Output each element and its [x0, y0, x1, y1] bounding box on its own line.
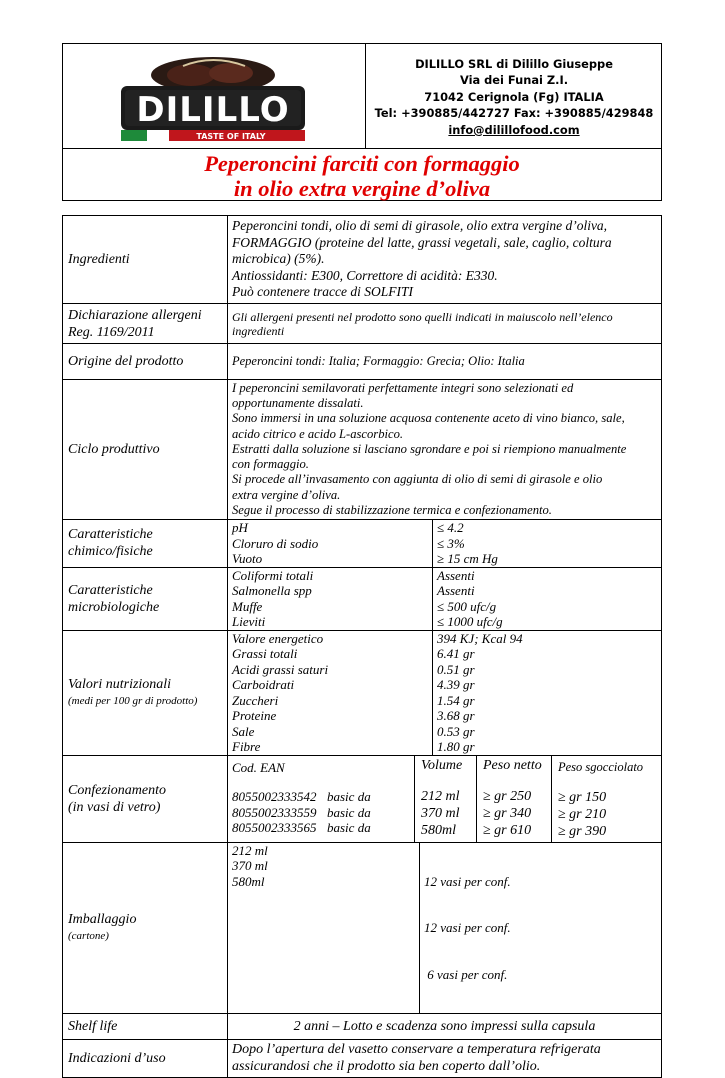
value-allergeni: Gli allergeni presenti nel prodotto sono quelli indicati in maiuscolo nell’elenco ingredienti — [228, 304, 662, 344]
company-name: DILILLO SRL di Dilillo Giuseppe — [415, 57, 613, 71]
basic-label: basic da — [327, 789, 371, 804]
spec-table — [62, 215, 662, 1078]
nutrient-value: 6.41 gr — [437, 646, 475, 661]
volume-value: 580ml — [421, 822, 456, 838]
micro-label-line: microbiologiche — [68, 599, 160, 615]
net-weight-value: ≥ gr 610 — [483, 822, 532, 838]
imballaggio-values — [420, 843, 661, 1014]
ciclo-line: Estratti dalla soluzione si lasciano sgrondare e poi si riempiono manualmente — [232, 441, 627, 456]
value-nutrizionali — [228, 630, 662, 755]
chimico-label-line: chimico/fisiche — [68, 544, 153, 560]
micro-keys — [228, 568, 433, 630]
ingredienti-line: microbica) (5%). — [232, 251, 325, 267]
nutrient-key: Valore energetico — [232, 630, 324, 646]
label-imballaggio — [63, 842, 228, 1014]
chimico-keys — [228, 520, 433, 567]
drained-weight-value: ≥ gr 390 — [558, 823, 607, 839]
net-weight-value: ≥ gr 340 — [483, 805, 532, 821]
ciclo-line: con formaggio. — [232, 457, 309, 472]
allergeni-label-line: Dichiarazione allergeni — [68, 307, 202, 323]
uso-line: assicurandosi che il prodotto sia ben coperto dall’olio. — [232, 1058, 541, 1074]
imballaggio-key: 580ml — [232, 873, 265, 889]
chimico-key: pH — [232, 520, 248, 535]
micro-label-line: Caratteristiche — [68, 582, 153, 598]
volume-value: 212 ml — [421, 788, 460, 804]
ean-code: 8055002333559 — [232, 804, 317, 820]
volume-value: 370 ml — [421, 805, 460, 821]
micro-value: ≤ 500 ufc/g — [437, 598, 497, 614]
nutrizionali-values — [433, 631, 661, 755]
imballaggio-keys — [228, 843, 420, 1014]
net-weight-value: ≥ gr 250 — [483, 788, 532, 804]
nutrizionali-keys — [228, 631, 433, 755]
nutrient-key: Grassi totali — [232, 646, 298, 661]
chimico-value: ≤ 3% — [437, 535, 465, 551]
ingredienti-line: Può contenere tracce di SOLFITI — [232, 284, 413, 300]
imballaggio-key: 370 ml — [232, 858, 268, 873]
ean-code: 8055002333542 — [232, 789, 317, 804]
packaging-drained-col — [552, 756, 661, 842]
nutrizionali-label-note: (medi per 100 gr di prodotto) — [68, 694, 198, 707]
allergeni-label-line: Reg. 1169/2011 — [68, 324, 155, 340]
ean-code: 8055002333565 — [232, 820, 317, 835]
value-chimico — [228, 520, 662, 568]
imballaggio-grid — [228, 843, 661, 1014]
confezionamento-label-line: Confezionamento — [68, 782, 166, 798]
nutrient-key: Fibre — [232, 739, 261, 754]
imballaggio-value: 6 vasi per conf. — [424, 966, 508, 982]
basic-label: basic da — [327, 804, 371, 820]
drained-weight-value: ≥ gr 210 — [558, 806, 607, 822]
row-ciclo — [63, 380, 662, 520]
ingredienti-line: Peperoncini tondi, olio di semi di girasole, olio extra vergine d’oliva, — [232, 218, 608, 234]
micro-value: Assenti — [437, 567, 475, 583]
packaging-net-col — [477, 756, 552, 842]
label-nutrizionali — [63, 630, 228, 755]
nutrient-value: 0.51 gr — [437, 661, 475, 677]
value-origine: Peperoncini tondi: Italia; Formaggio: Grecia; Olio: Italia — [228, 344, 662, 380]
row-chimico — [63, 520, 662, 568]
value-shelf: 2 anni – Lotto e scadenza sono impressi sulla capsula — [228, 1014, 662, 1040]
nutrient-value: 1.80 gr — [437, 739, 475, 754]
chimico-label-line: Caratteristiche — [68, 527, 153, 543]
value-uso — [228, 1040, 662, 1078]
micro-key: Lieviti — [232, 614, 266, 629]
label-confezionamento — [63, 755, 228, 842]
company-phone: Tel: +390885/442727 Fax: +390885/429848 — [374, 106, 654, 121]
drained-weight-value: ≥ gr 150 — [558, 789, 607, 805]
label-origine: Origine del prodotto — [63, 344, 228, 380]
row-nutrizionali — [63, 630, 662, 755]
nutrizionali-label-line: Valori nutrizionali — [68, 676, 172, 692]
micro-value: ≤ 1000 ufc/g — [437, 614, 503, 629]
nutrient-value: 3.68 gr — [437, 708, 475, 723]
value-imballaggio — [228, 842, 662, 1014]
ciclo-line: acido citrico e acido L-ascorbico. — [232, 426, 404, 441]
micro-key: Muffe — [232, 598, 263, 614]
ciclo-line: extra vergine d’oliva. — [232, 487, 341, 502]
imballaggio-value: 12 vasi per conf. — [424, 873, 511, 889]
label-ingredienti: Ingredienti — [63, 216, 228, 304]
product-title — [63, 148, 661, 202]
ean-header: Cod. EAN — [232, 759, 285, 775]
ingredienti-line: Antiossidanti: E300, Correttore di acidità: E330. — [232, 267, 498, 283]
imballaggio-label-line: Imballaggio — [68, 911, 137, 927]
ciclo-line: Si procede all’invasamento con aggiunta di olio di semi di girasole e olio — [232, 472, 603, 487]
chimico-value: ≥ 15 cm Hg — [437, 551, 498, 566]
nutrient-key: Proteine — [232, 708, 277, 723]
ciclo-line: Segue il processo di stabilizzazione termica e confezionamento. — [232, 503, 552, 518]
micro-key: Coliformi totali — [232, 567, 314, 583]
micro-value: Assenti — [437, 583, 475, 598]
svg-text:TASTE OF ITALY: TASTE OF ITALY — [196, 132, 266, 141]
company-city: 71042 Cerignola (Fg) ITALIA — [424, 89, 604, 104]
row-ingredienti — [63, 216, 662, 304]
micro-values — [433, 568, 661, 630]
row-imballaggio — [63, 842, 662, 1014]
company-info — [366, 56, 662, 138]
nutrient-value: 1.54 gr — [437, 692, 475, 708]
nutrizionali-grid — [228, 631, 661, 755]
chimico-key: Vuoto — [232, 551, 263, 566]
nutrient-value: 4.39 gr — [437, 677, 475, 692]
row-micro — [63, 567, 662, 630]
row-shelf — [63, 1014, 662, 1040]
net-weight-header: Peso netto — [483, 757, 542, 773]
value-micro — [228, 567, 662, 630]
chimico-key: Cloruro di sodio — [232, 535, 319, 551]
ciclo-line: opportunamente dissalati. — [232, 395, 364, 410]
label-chimico — [63, 520, 228, 568]
confezionamento-label-line: (in vasi di vetro) — [68, 799, 161, 815]
dilillo-logo — [113, 56, 313, 143]
title-line-2: in olio extra vergine d’oliva — [233, 176, 491, 201]
packaging-grid — [228, 756, 661, 842]
label-shelf: Shelf life — [63, 1014, 228, 1040]
company-email-link[interactable]: info@dilillofood.com — [448, 122, 580, 137]
svg-text:DILILLO: DILILLO — [136, 90, 290, 130]
imballaggio-value: 12 vasi per conf. — [424, 920, 511, 935]
label-micro — [63, 567, 228, 630]
imballaggio-key: 212 ml — [232, 842, 268, 858]
title-line-1: Peperoncini farciti con formaggio — [204, 151, 520, 176]
nutrient-value: 394 KJ; Kcal 94 — [437, 630, 523, 646]
ciclo-line: Sono immersi in una soluzione acquosa contenente aceto di vino bianco, sale, — [232, 411, 625, 426]
nutrient-key: Acidi grassi saturi — [232, 661, 329, 677]
nutrient-key: Sale — [232, 723, 255, 739]
packaging-basic-col — [323, 756, 415, 842]
value-ciclo — [228, 380, 662, 520]
row-origine — [63, 344, 662, 380]
nutrient-key: Carboidrati — [232, 677, 295, 692]
label-allergeni — [63, 304, 228, 344]
micro-key: Salmonella spp — [232, 583, 312, 598]
ciclo-line: I peperoncini semilavorati perfettamente integri sono selezionati ed — [232, 380, 574, 395]
volume-header: Volume — [421, 757, 463, 773]
label-uso: Indicazioni d’uso — [63, 1040, 228, 1078]
document-header — [62, 43, 662, 201]
row-confezionamento — [63, 755, 662, 842]
chimico-value: ≤ 4.2 — [437, 520, 464, 535]
row-allergeni — [63, 304, 662, 344]
company-street: Via dei Funai Z.I. — [459, 73, 569, 88]
nutrient-value: 0.53 gr — [437, 723, 475, 739]
label-ciclo: Ciclo produttivo — [63, 380, 228, 520]
basic-label: basic da — [327, 820, 371, 835]
packaging-ean-col — [228, 756, 323, 842]
value-ingredienti — [228, 216, 662, 304]
micro-grid — [228, 568, 661, 630]
value-confezionamento — [228, 755, 662, 842]
row-uso — [63, 1040, 662, 1078]
nutrient-key: Zuccheri — [232, 692, 279, 708]
chimico-grid — [228, 520, 661, 567]
imballaggio-label-note: (cartone) — [68, 929, 109, 942]
packaging-volume-col — [415, 756, 477, 842]
uso-line: Dopo l’apertura del vasetto conservare a temperatura refrigerata — [232, 1042, 601, 1057]
drained-weight-header: Peso sgocciolato — [558, 759, 644, 774]
chimico-values — [433, 520, 661, 567]
ingredienti-line: FORMAGGIO (proteine del latte, grassi vegetali, sale, caglio, coltura — [232, 234, 612, 250]
